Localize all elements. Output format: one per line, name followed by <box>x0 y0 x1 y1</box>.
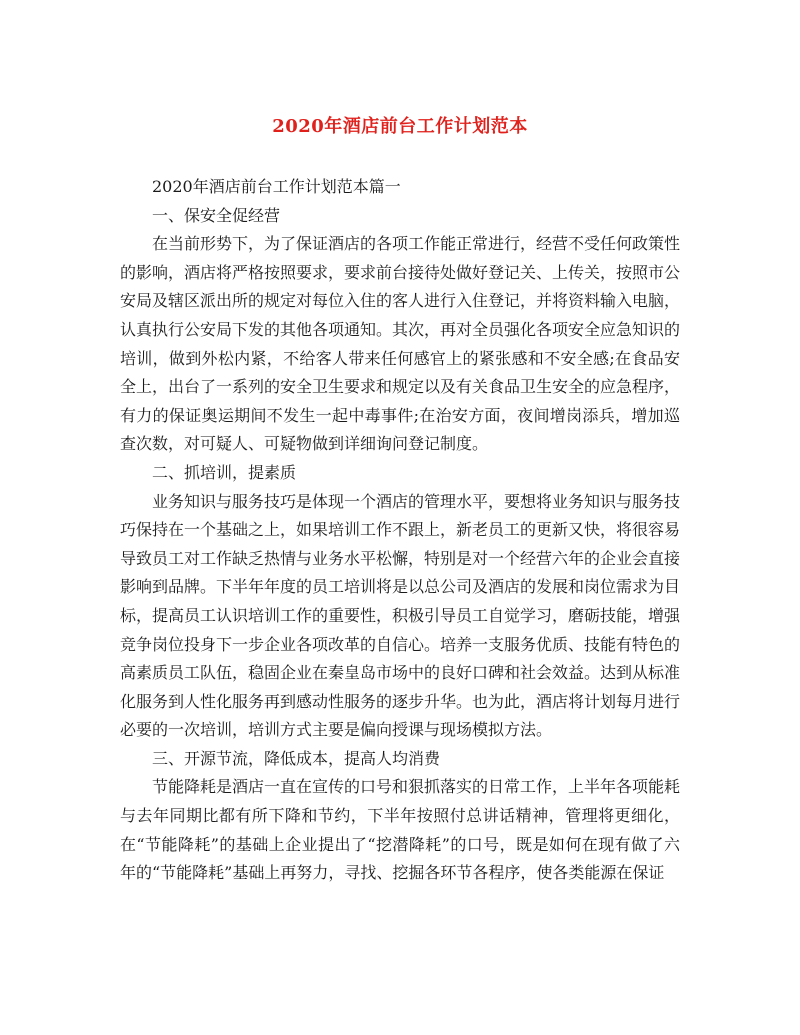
document-title: 2020年酒店前台工作计划范本 <box>272 116 528 137</box>
section-heading-main: 2020年酒店前台工作计划范本篇一 <box>152 177 401 196</box>
body-paragraph-2: 业务知识与服务技巧是体现一个酒店的管理水平，要想将业务知识与服务技巧保持在一个基础之上，如果培训工作不跟上，新老员工的更新又快，将很容易导致员工对工作缺乏热情与业务水平松懈，特别是对一个经营六年的企业会直接影响到品牌。下半年年度的员工培训将是以总公司及酒店的发展和岗位需求为目标，提高员工认识培训工作的重要性，积极引导员工自觉学习，磨砺技能，增强竞争岗位投身下一步企业各项改革的自信心。培养一支服务优质、技能有特色的高素质员工队伍，稳固企业在秦皇岛市场中的良好口碑和社会效益。达到从标准化服务到人性化服务再到感动性服务的逐步升华。也为此，酒店将计划每月进行必要的一次培训，培训方式主要是偏向授课与现场模拟方法。 <box>120 491 681 740</box>
section-heading-1: 一、保安全促经营 <box>152 205 281 225</box>
section-heading-2: 二、抓培训，提素质 <box>152 462 297 482</box>
body-paragraph-3: 节能降耗是酒店一直在宣传的口号和狠抓落实的日常工作，上半年各项能耗与去年同期比都有所下降和节约，下半年按照付总讲话精神，管理将更细化，在“节能降耗”的基础上企业提出了“挖潜降耗”的口号，既是如何在现有做了六年的“节能降耗”基础上再努力，寻找、挖掘各环节各程序，使各类能源在保证 <box>120 777 681 883</box>
document-body <box>120 173 680 888</box>
body-paragraph-1: 在当前形势下，为了保证酒店的各项工作能正常进行，经营不受任何政策性的影响，酒店将严格按照要求，要求前台接待处做好登记关、上传关，按照市公安局及辖区派出所的规定对每位入住的客人进行入住登记，并将资料输入电脑，认真执行公安局下发的其他各项通知。其次，再对全员强化各项安全应急知识的培训，做到外松内紧，不给客人带来任何感官上的紧张感和不安全感;在食品安全上，出台了一系列的安全卫生要求和规定以及有关食品卫生安全的应急程序，有力的保证奥运期间不发生一起中毒事件;在治安方面，夜间增岗添兵，增加巡查次数，对可疑人、可疑物做到详细询问登记制度。 <box>120 234 681 454</box>
section-heading-3: 三、开源节流，降低成本，提高人均消费 <box>152 748 441 768</box>
